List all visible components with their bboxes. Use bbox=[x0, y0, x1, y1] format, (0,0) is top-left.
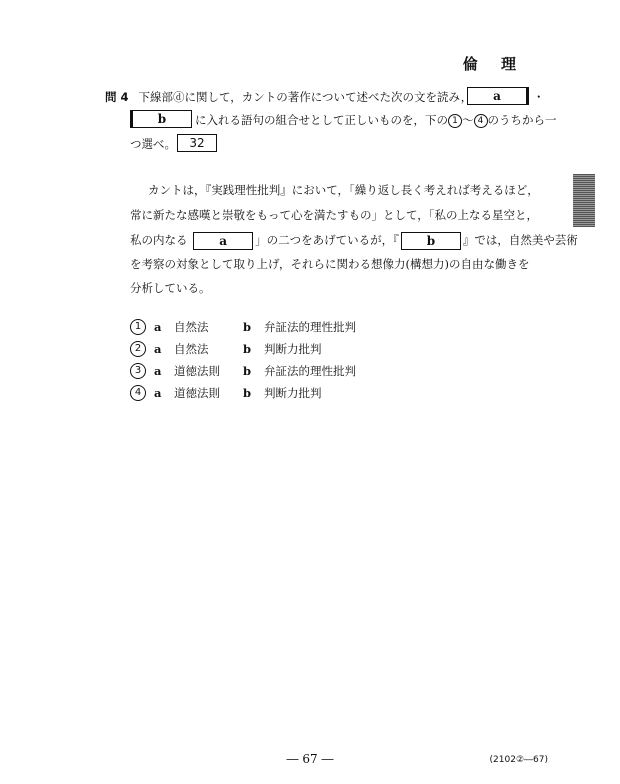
passage-blank-b: b bbox=[401, 232, 461, 250]
choice-a-text: 自然法 bbox=[174, 320, 209, 334]
passage-line-3b: 」の二つをあげているが，『 bbox=[255, 233, 399, 247]
choice-b-text: 判断力批判 bbox=[264, 342, 322, 356]
page-number: ― 67 ― bbox=[286, 752, 334, 766]
choice-a-text: 自然法 bbox=[174, 342, 209, 356]
choice-number: 2 bbox=[130, 341, 146, 357]
question-line-1 bbox=[105, 90, 472, 104]
choice-number: 1 bbox=[130, 319, 146, 335]
choice-a-label: a bbox=[154, 386, 162, 400]
question-line-2 bbox=[195, 113, 557, 128]
question-text-3: つ選べ。 bbox=[130, 137, 176, 151]
separator-dot: ・ bbox=[533, 90, 545, 104]
choice-range-end: 4 bbox=[474, 114, 488, 128]
choice-a-text: 道徳法則 bbox=[174, 364, 220, 378]
choice-b-text: 弁証法的理性批判 bbox=[264, 320, 356, 334]
choice-b-label: b bbox=[243, 320, 252, 334]
choice-a-label: a bbox=[154, 364, 162, 378]
passage-blank-a: a bbox=[193, 232, 253, 250]
choice-b-text: 判断力批判 bbox=[264, 386, 322, 400]
choice-number: 4 bbox=[130, 385, 146, 401]
choice-b-label: b bbox=[243, 364, 252, 378]
choice-b-label: b bbox=[243, 386, 252, 400]
answer-number-box: 32 bbox=[177, 134, 217, 152]
passage-line-2: 常に新たな感嘆と崇敬をもって心を満たすもの」として，「私の上なる星空と， bbox=[130, 208, 539, 222]
passage-line-5: 分析している。 bbox=[130, 281, 211, 295]
question-label: 問 4 bbox=[105, 90, 129, 104]
choice-number: 3 bbox=[130, 363, 146, 379]
choice-range-start: 1 bbox=[448, 114, 462, 128]
exam-code: (2102②―67) bbox=[489, 755, 548, 765]
question-text-2-tail: のうちから一 bbox=[487, 113, 557, 127]
choice-a-label: a bbox=[154, 342, 162, 356]
blank-a-box: a bbox=[467, 87, 529, 105]
passage-line-4: を考察の対象として取り上げ，それらに関わる想像力(構想力)の自由な働きを bbox=[130, 257, 530, 271]
passage-line-3 bbox=[130, 232, 578, 250]
choice-b-label: b bbox=[243, 342, 252, 356]
passage-line-3a: 私の内なる bbox=[130, 233, 188, 247]
passage-line-1: カントは，『実践理性批判』において，「繰り返し長く考えれば考えるほど， bbox=[148, 183, 539, 197]
blank-b-box: b bbox=[130, 110, 192, 128]
choice-a-label: a bbox=[154, 320, 162, 334]
range-tilde: ～ bbox=[462, 113, 474, 127]
subject-title: 倫 理 bbox=[462, 55, 525, 73]
side-index-tab bbox=[573, 174, 595, 227]
choice-b-text: 弁証法的理性批判 bbox=[264, 364, 356, 378]
choice-a-text: 道徳法則 bbox=[174, 386, 220, 400]
passage-line-3c: 』では，自然美や芸術 bbox=[462, 233, 578, 247]
question-text-2: に入れる語句の組合せとして正しいものを，下の bbox=[195, 113, 448, 127]
question-text-1: 下線部ⓓに関して，カントの著作について述べた次の文を読み， bbox=[138, 90, 473, 104]
